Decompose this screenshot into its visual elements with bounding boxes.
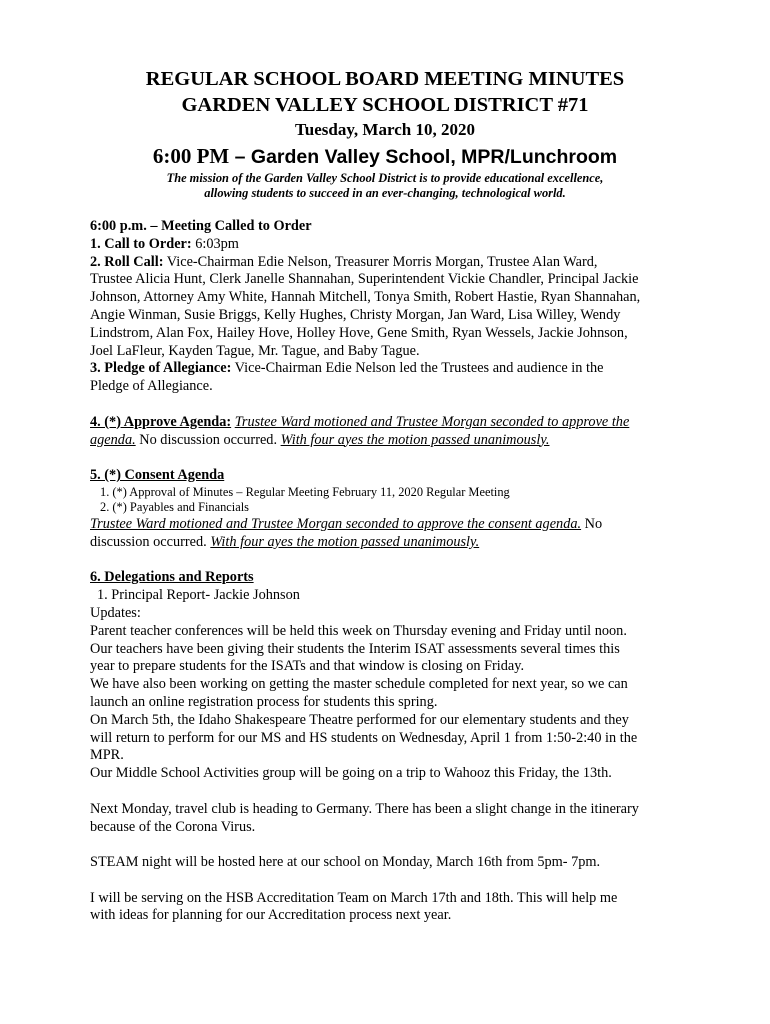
updates-paragraph: Parent teacher conferences will be held this week on Thursday evening and Friday until noon. Our teachers have been giving their students the Interim ISAT assessments several times this year to prepare students for the ISATs and that window is closing on Friday. We have also been working on getting the master schedule completed for next year, so we can launch an online registration process for students this spring. On March 5th, the Idaho Shakespeare Theatre performed for our elementary students and they will return to perform for our MS and HS students on Wednesday, April 1 from 1:50-2:40 in the MPR. Our Middle School Activities group will be going on a trip to Wahooz this Friday, the 13th. (90, 622, 638, 782)
pledge-of-allegiance: 3. Pledge of Allegiance: Vice-Chairman Edie Nelson led the Trustees and audience in the Pledge of Allegiance. (90, 360, 604, 395)
meeting-location: – Garden Valley School, MPR/Lunchroom (229, 146, 618, 168)
updates-label: Updates: (90, 604, 141, 621)
consent-agenda-section: 5. (*) Consent Agenda 1. (*) Approval of Minutes – Regular Meeting February 11, 2020 Regular Meeting 2. (*) Payables and Financials Trustee Ward motioned and Trustee Morgan seconded to approve the consent agenda. No discussion occurred. With four ayes the motion passed unanimously. (90, 467, 690, 551)
travel-club-paragraph: Next Monday, travel club is heading to Germany. There has been a slight change in the itinerary because of the Corona Virus. (90, 800, 639, 835)
title-line-1: REGULAR SCHOOL BOARD MEETING MINUTES (145, 68, 625, 90)
document-title (0, 66, 770, 118)
delegations-heading: 6. Delegations and Reports (90, 569, 254, 586)
mission-line-2: allowing students to succeed in an ever-changing, technological world. (204, 186, 566, 200)
title-line-2: GARDEN VALLEY SCHOOL DISTRICT #71 (181, 94, 589, 116)
meeting-date: Tuesday, March 10, 2020 (295, 120, 475, 139)
approve-agenda-heading: 4. (*) Approve Agenda: (90, 413, 232, 430)
principal-report-item: 1. Principal Report- Jackie Johnson (97, 587, 300, 604)
consent-item: 1. (*) Approval of Minutes – Regular Meeting February 11, 2020 Regular Meeting (100, 484, 510, 499)
call-to-order: 1. Call to Order: 6:03pm (90, 235, 239, 252)
delegations-section (90, 569, 690, 925)
accreditation-paragraph: I will be serving on the HSB Accreditation Team on March 17th and 18th. This will help me with ideas for planning for our Accreditation process next year. (90, 889, 618, 924)
mission-line-1: The mission of the Garden Valley School District is to provide educational excellence, (166, 171, 604, 185)
mission-statement (0, 171, 770, 201)
meeting-time: 6:00 PM (152, 144, 230, 168)
roll-call: 2. Roll Call: Vice-Chairman Edie Nelson, Treasurer Morris Morgan, Trustee Alan Ward, Trustee Alicia Hunt, Clerk Janelle Shannahan, Superintendent Vickie Chandler, Principal Jackie Johnson, Attorney Amy White, Hannah Mitchell, Tonya Smith, Robert Hastie, Ryan Shannahan, Angie Winman, Susie Briggs, Kelly Hughes, Christy Morgan, Jan Ward, Lisa Willey, Wendy Lindstrom, Alan Fox, Hailey Hove, Holley Hove, Gene Smith, Ryan Wessels, Jackie Johnson, Joel LaFleur, Kayden Tague, Mr. Tague, and Baby Tague. (90, 253, 641, 359)
consent-item: 2. (*) Payables and Financials (100, 500, 249, 515)
approve-agenda-section: 4. (*) Approve Agenda: Trustee Ward motioned and Trustee Morgan seconded to approve the agenda. No discussion occurred. With four ayes the motion passed unanimously. (90, 413, 630, 448)
minutes-body (90, 218, 690, 925)
call-to-order-heading: 6:00 p.m. – Meeting Called to Order (90, 218, 312, 234)
steam-night-paragraph: STEAM night will be hosted here at our school on Monday, March 16th from 5pm- 7pm. (90, 854, 601, 871)
consent-agenda-heading: 5. (*) Consent Agenda (90, 467, 225, 484)
meeting-time-location (0, 144, 770, 169)
